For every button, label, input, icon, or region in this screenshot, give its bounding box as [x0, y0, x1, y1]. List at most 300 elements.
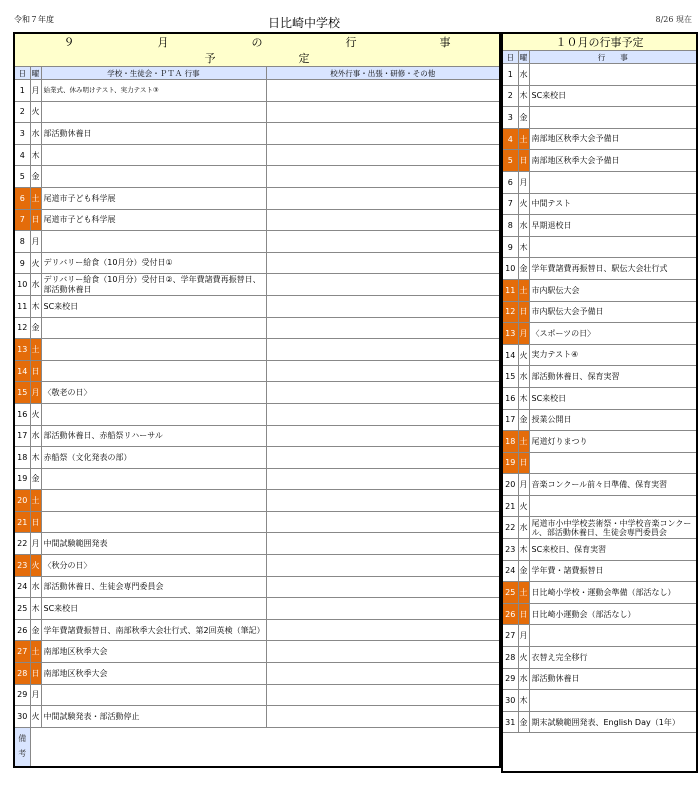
weekday: 日 [30, 209, 41, 231]
col-weekday: 曜 [519, 52, 528, 62]
event-cell: 始業式、休み明けテスト、実力テスト③ [41, 80, 266, 102]
weekday: 月 [30, 684, 41, 706]
weekday: 水 [518, 668, 529, 690]
day-number: 21 [14, 511, 30, 533]
weekday: 月 [30, 533, 41, 555]
day-number: 21 [502, 495, 518, 517]
weekday: 水 [30, 123, 41, 145]
event-cell: 南部地区秋季大会予備日 [529, 150, 697, 172]
event-cell [41, 511, 266, 533]
event-cell: SC来校日 [41, 598, 266, 620]
event-cell: 尾道市子ども科学展 [41, 209, 266, 231]
weekday: 金 [30, 468, 41, 490]
day-number: 24 [14, 576, 30, 598]
col-events: 行 事 [529, 51, 697, 64]
day-number: 30 [14, 706, 30, 728]
weekday: 木 [518, 387, 529, 409]
day-number: 28 [14, 663, 30, 685]
weekday: 金 [518, 258, 529, 280]
weekday: 水 [518, 366, 529, 388]
day-number: 23 [14, 555, 30, 577]
event-cell [41, 360, 266, 382]
day-row [502, 647, 697, 669]
school-name: 日比崎中学校 [268, 16, 341, 30]
day-number: 22 [14, 533, 30, 555]
era-year: 令和７年度 [14, 15, 54, 24]
weekday: 火 [30, 403, 41, 425]
notes-label [14, 727, 30, 767]
weekday: 金 [518, 560, 529, 582]
day-number: 6 [502, 171, 518, 193]
event-cell: 実力テスト④ [529, 344, 697, 366]
day-number: 29 [502, 668, 518, 690]
outside-event-cell [266, 425, 500, 447]
day-number: 12 [502, 301, 518, 323]
event-cell [529, 625, 697, 647]
day-number: 20 [502, 474, 518, 496]
outside-event-cell [266, 598, 500, 620]
day-row [502, 387, 697, 409]
event-cell: 赤船祭（文化発表の部） [41, 447, 266, 469]
outside-event-cell [266, 339, 500, 361]
day-number: 10 [502, 258, 518, 280]
day-number: 7 [502, 193, 518, 215]
day-row [14, 101, 500, 123]
outside-event-cell [266, 576, 500, 598]
day-row [14, 619, 500, 641]
notes-cell [30, 727, 500, 767]
weekday: 水 [518, 64, 529, 86]
day-row [14, 339, 500, 361]
event-cell: 尾道市小中学校芸術祭・中学校音楽コンクール、部活動休養日、生徒会専門委員会 [529, 517, 697, 539]
day-row [14, 403, 500, 425]
notes-label-char: 備 [18, 734, 27, 744]
outside-event-cell [266, 123, 500, 145]
day-row [502, 495, 697, 517]
event-cell: 市内駅伝大会 [529, 279, 697, 301]
event-cell [41, 101, 266, 123]
weekday: 土 [30, 187, 41, 209]
day-row [502, 366, 697, 388]
event-cell [41, 144, 266, 166]
outside-event-cell [266, 231, 500, 253]
event-cell: 市内駅伝大会予備日 [529, 301, 697, 323]
weekday: 木 [518, 85, 529, 107]
weekday: 日 [518, 301, 529, 323]
outside-event-cell [266, 533, 500, 555]
outside-event-cell [266, 360, 500, 382]
day-number: 29 [14, 684, 30, 706]
outside-event-cell [266, 295, 500, 317]
title-char: 定 [298, 52, 310, 65]
notes-label-char: 考 [18, 748, 27, 758]
day-row [14, 144, 500, 166]
day-row [14, 209, 500, 231]
weekday: 金 [30, 166, 41, 188]
event-cell [529, 452, 697, 474]
event-cell [529, 236, 697, 258]
weekday: 木 [30, 144, 41, 166]
day-number: 14 [14, 360, 30, 382]
event-cell [529, 107, 697, 129]
title-char: 事 [439, 36, 451, 49]
day-row [14, 123, 500, 145]
day-row [502, 711, 697, 733]
day-number: 14 [502, 344, 518, 366]
weekday: 木 [518, 539, 529, 561]
outside-event-cell [266, 80, 500, 102]
col-outside-events: 校外行事・出張・研修・その他 [266, 67, 500, 80]
day-row [502, 323, 697, 345]
day-number: 4 [502, 128, 518, 150]
event-cell: 学年費諸費振替日、南部秋季大会壮行式、第2回英検（筆記） [41, 619, 266, 641]
outside-event-cell [266, 274, 500, 296]
event-cell: 学年費諸費再振替日、駅伝大会壮行式 [529, 258, 697, 280]
weekday: 土 [30, 641, 41, 663]
event-cell [529, 171, 697, 193]
event-cell: 中間試験発表・部活動停止 [41, 706, 266, 728]
day-row [14, 684, 500, 706]
day-number: 17 [14, 425, 30, 447]
outside-event-cell [266, 619, 500, 641]
day-number: 13 [502, 323, 518, 345]
event-cell: SC来校日、保育実習 [529, 539, 697, 561]
weekday: 火 [518, 344, 529, 366]
weekday: 水 [518, 215, 529, 237]
day-number: 10 [14, 274, 30, 296]
day-number: 25 [502, 582, 518, 604]
day-number: 19 [14, 468, 30, 490]
day-number: 11 [502, 279, 518, 301]
weekday: 日 [518, 150, 529, 172]
day-row [502, 301, 697, 323]
event-cell [41, 231, 266, 253]
day-row [502, 452, 697, 474]
day-number: 23 [502, 539, 518, 561]
title-char: 月 [157, 36, 169, 49]
event-cell [41, 403, 266, 425]
outside-event-cell [266, 490, 500, 512]
day-number: 15 [14, 382, 30, 404]
day-row [502, 279, 697, 301]
outside-event-cell [266, 555, 500, 577]
day-row [14, 425, 500, 447]
day-row [14, 511, 500, 533]
weekday: 日 [30, 360, 41, 382]
weekday: 月 [518, 171, 529, 193]
weekday: 月 [30, 80, 41, 102]
day-row [14, 274, 500, 296]
event-cell: SC来校日 [41, 295, 266, 317]
event-cell: 期末試験範囲発表、English Day（1年） [529, 711, 697, 733]
day-row [502, 668, 697, 690]
weekday: 金 [518, 711, 529, 733]
weekday: 月 [518, 625, 529, 647]
day-number: 1 [14, 80, 30, 102]
weekday: 土 [518, 582, 529, 604]
day-row [502, 150, 697, 172]
outside-event-cell [266, 144, 500, 166]
weekday: 水 [30, 274, 41, 296]
day-number: 5 [502, 150, 518, 172]
day-row [14, 576, 500, 598]
day-row [502, 690, 697, 712]
event-cell [41, 339, 266, 361]
day-number: 16 [502, 387, 518, 409]
day-row [502, 539, 697, 561]
title-char: ９ [63, 36, 75, 49]
day-number: 24 [502, 560, 518, 582]
event-cell [529, 690, 697, 712]
october-schedule-table [501, 32, 698, 773]
day-row [14, 360, 500, 382]
weekday: 日 [30, 663, 41, 685]
weekday: 木 [518, 690, 529, 712]
day-row [502, 215, 697, 237]
weekday: 金 [518, 409, 529, 431]
day-number: 19 [502, 452, 518, 474]
day-row [14, 490, 500, 512]
day-row [502, 128, 697, 150]
event-cell: 尾道市子ども科学展 [41, 187, 266, 209]
day-row [502, 107, 697, 129]
event-cell: 音楽コンクール前々日準備、保育実習 [529, 474, 697, 496]
day-number: 17 [502, 409, 518, 431]
event-cell: 南部地区秋季大会 [41, 641, 266, 663]
day-number: 11 [14, 295, 30, 317]
day-number: 4 [14, 144, 30, 166]
event-cell: 日比崎小運動会（部活なし） [529, 603, 697, 625]
outside-event-cell [266, 187, 500, 209]
day-row [502, 431, 697, 453]
weekday: 木 [30, 447, 41, 469]
as-of-date: 8/26 現在 [655, 15, 692, 24]
weekday: 金 [30, 619, 41, 641]
day-row [14, 598, 500, 620]
weekday: 水 [30, 425, 41, 447]
event-cell: 中間試験範囲発表 [41, 533, 266, 555]
title-char: の [251, 36, 263, 49]
weekday: 火 [30, 101, 41, 123]
event-cell: 尾道灯りまつり [529, 431, 697, 453]
weekday: 土 [30, 339, 41, 361]
event-cell: 部活動休養日、保育実習 [529, 366, 697, 388]
col-weekday: 曜 [31, 68, 40, 78]
event-cell: 〈秋分の日〉 [41, 555, 266, 577]
weekday: 日 [30, 511, 41, 533]
col-day: 日 [14, 67, 30, 80]
day-number: 9 [14, 252, 30, 274]
outside-event-cell [266, 511, 500, 533]
day-row [502, 236, 697, 258]
event-cell: 南部地区秋季大会予備日 [529, 128, 697, 150]
outside-event-cell [266, 209, 500, 231]
weekday: 火 [518, 193, 529, 215]
day-row [14, 252, 500, 274]
weekday: 金 [30, 317, 41, 339]
title-char: 予 [204, 52, 216, 65]
event-cell: デリバリー給食（10月分）受付日②、学年費諸費再振替日、部活動休養日 [41, 274, 266, 296]
outside-event-cell [266, 382, 500, 404]
event-cell [41, 490, 266, 512]
day-number: 22 [502, 517, 518, 539]
event-cell: 部活動休養日、赤船祭リハーサル [41, 425, 266, 447]
event-cell: 〈スポーツの日〉 [529, 323, 697, 345]
day-number: 12 [14, 317, 30, 339]
day-number: 2 [502, 85, 518, 107]
day-row [14, 555, 500, 577]
event-cell [529, 64, 697, 86]
weekday: 土 [518, 431, 529, 453]
day-number: 27 [14, 641, 30, 663]
outside-event-cell [266, 252, 500, 274]
weekday: 土 [518, 279, 529, 301]
outside-event-cell [266, 641, 500, 663]
day-row [502, 409, 697, 431]
day-number: 3 [14, 123, 30, 145]
col-day: 日 [502, 51, 518, 64]
day-number: 26 [502, 603, 518, 625]
day-number: 30 [502, 690, 518, 712]
day-number: 16 [14, 403, 30, 425]
weekday: 火 [518, 495, 529, 517]
event-cell: SC来校日 [529, 85, 697, 107]
outside-event-cell [266, 684, 500, 706]
day-row [14, 231, 500, 253]
day-row [502, 582, 697, 604]
day-row [502, 193, 697, 215]
weekday: 月 [518, 323, 529, 345]
weekday: 日 [518, 603, 529, 625]
weekday: 月 [30, 382, 41, 404]
title-char: 行 [345, 36, 357, 49]
weekday: 木 [518, 236, 529, 258]
event-cell: 衣替え完全移行 [529, 647, 697, 669]
day-row [502, 625, 697, 647]
outside-event-cell [266, 101, 500, 123]
day-row [14, 641, 500, 663]
event-cell [41, 468, 266, 490]
day-number: 18 [502, 431, 518, 453]
day-row [14, 317, 500, 339]
weekday: 火 [30, 555, 41, 577]
day-number: 7 [14, 209, 30, 231]
day-row [14, 166, 500, 188]
outside-event-cell [266, 706, 500, 728]
day-number: 27 [502, 625, 518, 647]
day-row [502, 517, 697, 539]
day-row [14, 447, 500, 469]
event-cell: 日比崎小学校・運動会準備（部活なし） [529, 582, 697, 604]
event-cell: 早期退校日 [529, 215, 697, 237]
event-cell: デリバリー給食（10月分）受付日① [41, 252, 266, 274]
day-number: 8 [14, 231, 30, 253]
day-row [502, 560, 697, 582]
outside-event-cell [266, 317, 500, 339]
outside-event-cell [266, 663, 500, 685]
october-notes-cell [502, 733, 697, 773]
day-number: 25 [14, 598, 30, 620]
event-cell [41, 684, 266, 706]
day-row [502, 344, 697, 366]
event-cell [41, 166, 266, 188]
day-number: 8 [502, 215, 518, 237]
day-row [14, 382, 500, 404]
day-number: 15 [502, 366, 518, 388]
day-row [502, 64, 697, 86]
weekday: 火 [30, 706, 41, 728]
weekday: 土 [518, 128, 529, 150]
event-cell [529, 495, 697, 517]
september-schedule-table [13, 32, 501, 768]
day-row [14, 295, 500, 317]
weekday: 月 [30, 231, 41, 253]
weekday: 日 [518, 452, 529, 474]
day-row [502, 474, 697, 496]
event-cell [41, 317, 266, 339]
day-row [14, 468, 500, 490]
day-number: 1 [502, 64, 518, 86]
weekday: 火 [518, 647, 529, 669]
day-number: 31 [502, 711, 518, 733]
weekday: 水 [30, 576, 41, 598]
day-row [14, 187, 500, 209]
weekday: 水 [518, 517, 529, 539]
event-cell: 〈敬老の日〉 [41, 382, 266, 404]
col-school-events: 学校・生徒会・ＰＴＡ 行事 [41, 67, 266, 80]
outside-event-cell [266, 166, 500, 188]
day-row [14, 663, 500, 685]
outside-event-cell [266, 468, 500, 490]
october-title: １０月の行事予定 [502, 33, 697, 51]
day-number: 13 [14, 339, 30, 361]
day-row [14, 533, 500, 555]
day-row [502, 603, 697, 625]
event-cell: SC来校日 [529, 387, 697, 409]
event-cell: 南部地区秋季大会 [41, 663, 266, 685]
day-number: 28 [502, 647, 518, 669]
day-row [14, 80, 500, 102]
september-title [14, 33, 500, 67]
day-row [14, 706, 500, 728]
day-row [502, 171, 697, 193]
day-number: 26 [14, 619, 30, 641]
event-cell: 部活動休養日 [529, 668, 697, 690]
event-cell: 学年費・諸費振替日 [529, 560, 697, 582]
day-row [502, 258, 697, 280]
weekday: 金 [518, 107, 529, 129]
event-cell: 中間テスト [529, 193, 697, 215]
day-number: 5 [14, 166, 30, 188]
day-row [502, 85, 697, 107]
day-number: 18 [14, 447, 30, 469]
weekday: 土 [30, 490, 41, 512]
day-number: 20 [14, 490, 30, 512]
weekday: 火 [30, 252, 41, 274]
day-number: 2 [14, 101, 30, 123]
day-number: 6 [14, 187, 30, 209]
weekday: 月 [518, 474, 529, 496]
weekday: 木 [30, 295, 41, 317]
outside-event-cell [266, 403, 500, 425]
day-number: 9 [502, 236, 518, 258]
event-cell: 授業公開日 [529, 409, 697, 431]
day-number: 3 [502, 107, 518, 129]
weekday: 木 [30, 598, 41, 620]
event-cell: 部活動休養日、生徒会専門委員会 [41, 576, 266, 598]
event-cell: 部活動休養日 [41, 123, 266, 145]
outside-event-cell [266, 447, 500, 469]
